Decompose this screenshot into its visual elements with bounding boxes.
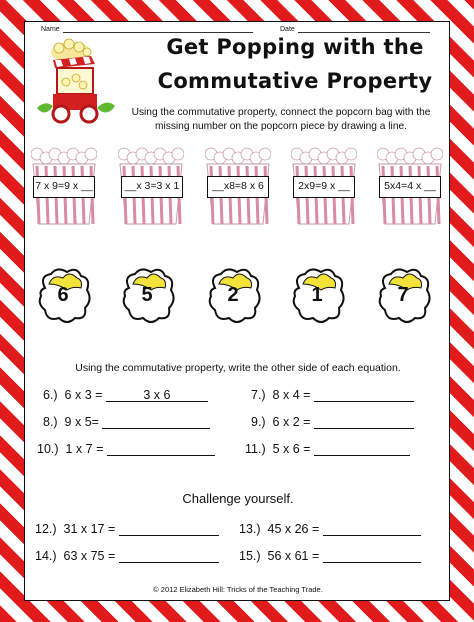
problem-8 — [43, 415, 210, 429]
problem-number: 14.) — [35, 549, 57, 563]
problem-number: 11.) — [245, 442, 266, 456]
name-line[interactable] — [63, 26, 253, 33]
problem-expression: 45 x 26 = — [267, 522, 320, 536]
name-label: Name — [41, 26, 60, 33]
worksheet-page — [24, 21, 450, 601]
answer-blank[interactable] — [314, 442, 410, 456]
problem-expression: 56 x 61 = — [267, 549, 320, 563]
bag-equation[interactable]: 7 x 9=9 x __ — [33, 176, 95, 198]
problem-number: 6.) — [43, 388, 58, 402]
problem-number: 15.) — [239, 549, 261, 563]
title-line-1: Get Popping with the — [166, 35, 424, 59]
problem-11 — [245, 442, 410, 456]
answer-blank[interactable] — [323, 549, 421, 563]
date-line[interactable] — [298, 26, 430, 33]
problem-12 — [35, 522, 219, 536]
problem-7 — [251, 388, 414, 402]
answer-blank[interactable] — [119, 522, 219, 536]
answer-blank[interactable] — [102, 415, 210, 429]
answer-blank[interactable] — [107, 442, 215, 456]
instructions: Using the commutative property, connect the popcorn bag with the missing number on the popcorn piece by drawing a line. — [131, 107, 431, 132]
answer-blank[interactable] — [119, 549, 219, 563]
challenge-title: Challenge yourself. — [182, 491, 294, 506]
problem-number: 7.) — [251, 388, 266, 402]
popcorn-cart-illustration — [31, 38, 123, 130]
popcorn-number[interactable]: 1 — [311, 284, 323, 306]
copyright: © 2012 Elizabeth Hill: Tricks of the Teaching Trade. — [153, 585, 323, 594]
problem-expression: 5 x 6 = — [272, 442, 311, 456]
problem-13 — [239, 522, 421, 536]
problem-9 — [251, 415, 414, 429]
section-2-instructions: Using the commutative property, write the other side of each equation. — [75, 362, 401, 374]
popcorn-number[interactable]: 7 — [397, 284, 409, 306]
problem-number: 13.) — [239, 522, 261, 536]
problem-expression: 63 x 75 = — [63, 549, 116, 563]
popcorn-number[interactable]: 2 — [227, 284, 239, 306]
date-label: Date — [280, 26, 295, 33]
date-field — [280, 26, 430, 33]
answer-blank[interactable] — [314, 415, 414, 429]
name-field — [41, 26, 253, 33]
answer-blank[interactable] — [314, 388, 414, 402]
problem-expression: 1 x 7 = — [65, 442, 104, 456]
problem-number: 10.) — [37, 442, 59, 456]
problem-expression: 6 x 3 = — [64, 388, 103, 402]
problem-expression: 9 x 5= — [64, 415, 99, 429]
answer-blank[interactable] — [323, 522, 421, 536]
problem-expression: 31 x 17 = — [63, 522, 116, 536]
bag-equation[interactable]: __x 3=3 x 1 — [121, 176, 183, 198]
problem-number: 12.) — [35, 522, 57, 536]
problem-14 — [35, 549, 219, 563]
problem-number: 8.) — [43, 415, 58, 429]
problem-expression: 8 x 4 = — [272, 388, 311, 402]
problem-expression: 6 x 2 = — [272, 415, 311, 429]
problem-number: 9.) — [251, 415, 266, 429]
title-line-2: Commutative Property — [157, 69, 433, 93]
bag-equation[interactable]: __x8=8 x 6 — [207, 176, 269, 198]
popcorn-number[interactable]: 5 — [141, 284, 153, 306]
bag-equation[interactable]: 2x9=9 x __ — [293, 176, 355, 198]
answer-blank[interactable]: 3 x 6 — [106, 388, 208, 402]
popcorn-number[interactable]: 6 — [57, 284, 69, 306]
problem-6 — [43, 388, 208, 402]
problem-10 — [37, 442, 215, 456]
bag-equation[interactable]: 5x4=4 x __ — [379, 176, 441, 198]
problem-15 — [239, 549, 421, 563]
